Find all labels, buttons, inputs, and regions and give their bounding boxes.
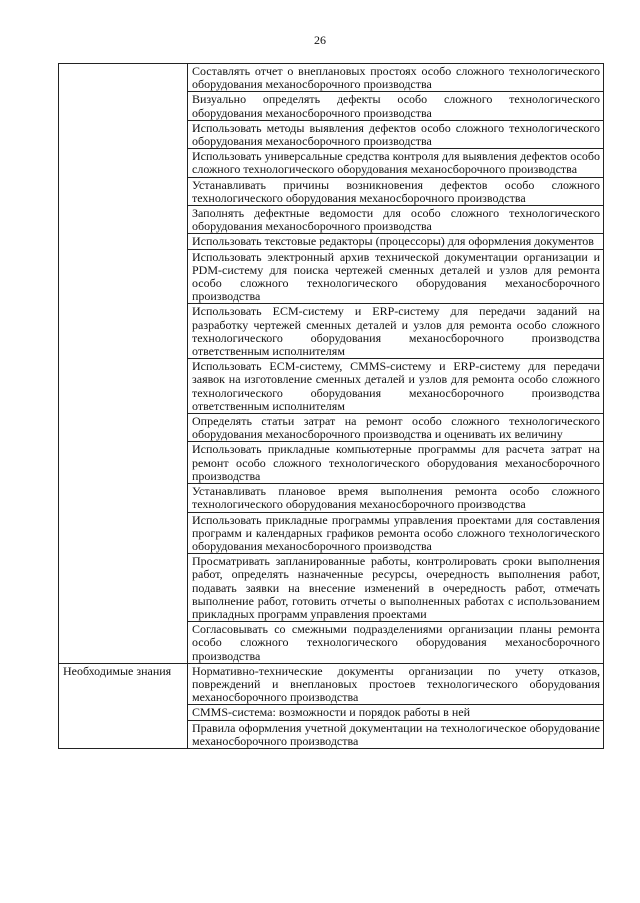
table-row [59, 64, 604, 92]
knowledge-item-cell [188, 705, 604, 720]
actions-item-text: Устанавливать плановое время выполнения ремонта особо сложного технологического оборудования механосборочного производства [192, 484, 600, 512]
actions-item-text: Просматривать запланированные работы, контролировать сроки выполнения работ, определять назначенные ресурсы, очередность выполнения работ, подавать заявки на внесение изменений в очередность работ, отмечать выполнение работ, готовить отчеты о выполненных работах с использованием прикладных программ управления проектами [192, 554, 600, 621]
actions-item-text: Согласовывать со смежными подразделениями организации планы ремонта особо сложного технологического оборудования механосборочного производства [192, 622, 600, 663]
page-number: 26 [314, 33, 326, 47]
actions-item-text: Использовать прикладные компьютерные программы для расчета затрат на ремонт особо сложного технологического оборудования механосборочного производства [192, 442, 600, 483]
actions-item-text: Визуально определять дефекты особо сложного технологического оборудования механосборочного производства [192, 92, 600, 120]
table-body [59, 64, 604, 749]
actions-item-text: Использовать универсальные средства контроля для выявления дефектов особо сложного технологического оборудования механосборочного производства [192, 149, 600, 177]
actions-item-cell [188, 120, 604, 148]
knowledge-item-cell [188, 720, 604, 748]
actions-item-text: Использовать текстовые редакторы (процессоры) для оформления документов [192, 234, 594, 249]
actions-item-cell [188, 177, 604, 205]
table-row [59, 663, 604, 705]
knowledge-item-cell [188, 663, 604, 705]
actions-item-text: Использовать методы выявления дефектов особо сложного технологического оборудования механосборочного производства [192, 120, 600, 149]
actions-item-text: Использовать ECM-систему и ERP-систему для передачи заданий на разработку чертежей сменных деталей и узлов для ремонта особо сложного технологического оборудования механосборочного производства ответственным исполнителям [192, 304, 600, 359]
actions-item-cell [188, 206, 604, 234]
knowledge-item-text: Правила оформления учетной документации на технологическое оборудование механосборочного производства [192, 720, 600, 748]
actions-item-text: Устанавливать причины возникновения дефектов особо сложного технологического оборудования механосборочного производства [192, 177, 600, 205]
knowledge-item-text: Нормативно-технические документы организации по учету отказов, повреждений и внеплановых простоев технологического оборудования механосборочного производства [192, 663, 600, 705]
actions-item-cell [188, 149, 604, 177]
actions-item-cell [188, 234, 604, 249]
actions-item-cell [188, 249, 604, 304]
actions-item-text: Использовать прикладные программы управления проектами для составления программ и календарных графиков ремонта особо сложного технологического оборудования механосборочного производства [192, 512, 600, 553]
actions-item-cell [188, 622, 604, 664]
actions-label-cell [59, 64, 188, 664]
actions-item-cell [188, 304, 604, 359]
actions-item-cell [188, 64, 604, 92]
actions-item-cell [188, 359, 604, 414]
actions-item-cell [188, 92, 604, 120]
actions-item-text: Заполнять дефектные ведомости для особо сложного технологического оборудования механосборочного производства [192, 206, 600, 234]
actions-item-cell [188, 484, 604, 512]
actions-item-cell [188, 442, 604, 484]
actions-item-text: Использовать электронный архив технической документации организации и PDM-систему для поиска чертежей сменных деталей и узлов для ремонта особо сложного технологического оборудования механосборочного производства [192, 249, 600, 304]
actions-item-cell [188, 414, 604, 442]
knowledge-label: Необходимые знания [63, 663, 172, 678]
requirements-table [58, 63, 604, 749]
actions-item-cell [188, 512, 604, 554]
actions-item-text: Составлять отчет о внеплановых простоях особо сложного технологического оборудования механосборочного производства [192, 64, 600, 92]
actions-item-cell [188, 554, 604, 622]
knowledge-label-cell [59, 663, 188, 748]
actions-item-text: Использовать ECM-систему, CMMS-систему и ERP-систему для передачи заявок на изготовление сменных деталей и узлов для ремонта особо сложного технологического оборудования механосборочного производства ответственным исполнителям [192, 359, 600, 413]
actions-item-text: Определять статьи затрат на ремонт особо сложного технологического оборудования механосборочного производства и оценивать их величину [192, 414, 600, 442]
knowledge-item-text: CMMS-система: возможности и порядок работы в ней [192, 705, 470, 720]
